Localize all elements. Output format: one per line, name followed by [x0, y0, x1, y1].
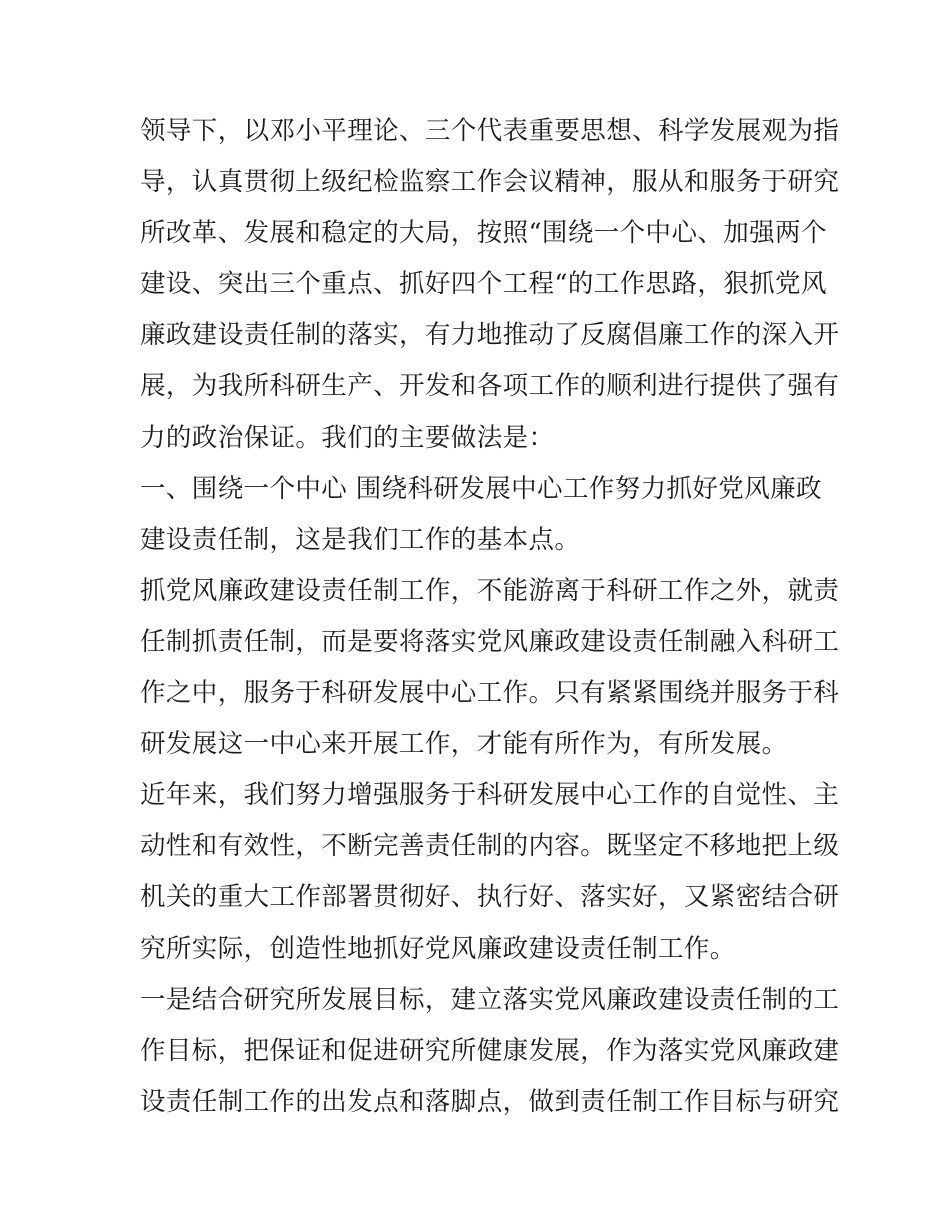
text-line: 所改革、发展和稳定的大局，按照“围绕一个中心、加强两个 — [140, 218, 827, 249]
section-heading: 一、围绕一个中心 围绕科研发展中心工作努力抓好党风廉政 — [140, 473, 822, 504]
text-line: 领导下，以邓小平理论、三个代表重要思想、科学发展观为指 — [140, 116, 840, 146]
text-line: 建设、突出三个重点、抓好四个工程“的工作思路，狠抓党风 — [140, 269, 827, 300]
text-line: 作目标，把保证和促进研究所健康发展，作为落实党风廉政建 — [140, 1035, 840, 1066]
body-text — [140, 106, 840, 1128]
text-line: 廉政建设责任制的落实，有力地推动了反腐倡廉工作的深入开 — [140, 320, 840, 351]
text-line: 导，认真贯彻上级纪检监察工作会议精神，服从和服务于研究 — [140, 167, 840, 198]
text-line: 展，为我所科研生产、开发和各项工作的顺利进行提供了强有 — [140, 371, 840, 402]
text-line: 机关的重大工作部署贯彻好、执行好、落实好，又紧密结合研 — [140, 882, 840, 913]
text-line: 设责任制工作的出发点和落脚点，做到责任制工作目标与研究 — [140, 1086, 840, 1117]
text-line: 力的政治保证。我们的主要做法是： — [140, 422, 555, 453]
text-line: 作之中，服务于科研发展中心工作。只有紧紧围绕并服务于科 — [140, 678, 840, 709]
text-line: 建设责任制，这是我们工作的基本点。 — [140, 524, 581, 555]
text-line: 任制抓责任制，而是要将落实党风廉政建设责任制融入科研工 — [140, 626, 840, 657]
text-line: 研发展这一中心来开展工作，才能有所作为，有所发展。 — [140, 729, 788, 760]
text-line: 究所实际，创造性地抓好党风廉政建设责任制工作。 — [140, 933, 736, 964]
text-line: 一是结合研究所发展目标，建立落实党风廉政建设责任制的工 — [140, 984, 840, 1015]
text-line: 抓党风廉政建设责任制工作，不能游离于科研工作之外，就责 — [140, 575, 840, 606]
text-line: 近年来，我们努力增强服务于科研发展中心工作的自觉性、主 — [140, 780, 840, 811]
text-line: 动性和有效性，不断完善责任制的内容。既坚定不移地把上级 — [140, 831, 840, 862]
